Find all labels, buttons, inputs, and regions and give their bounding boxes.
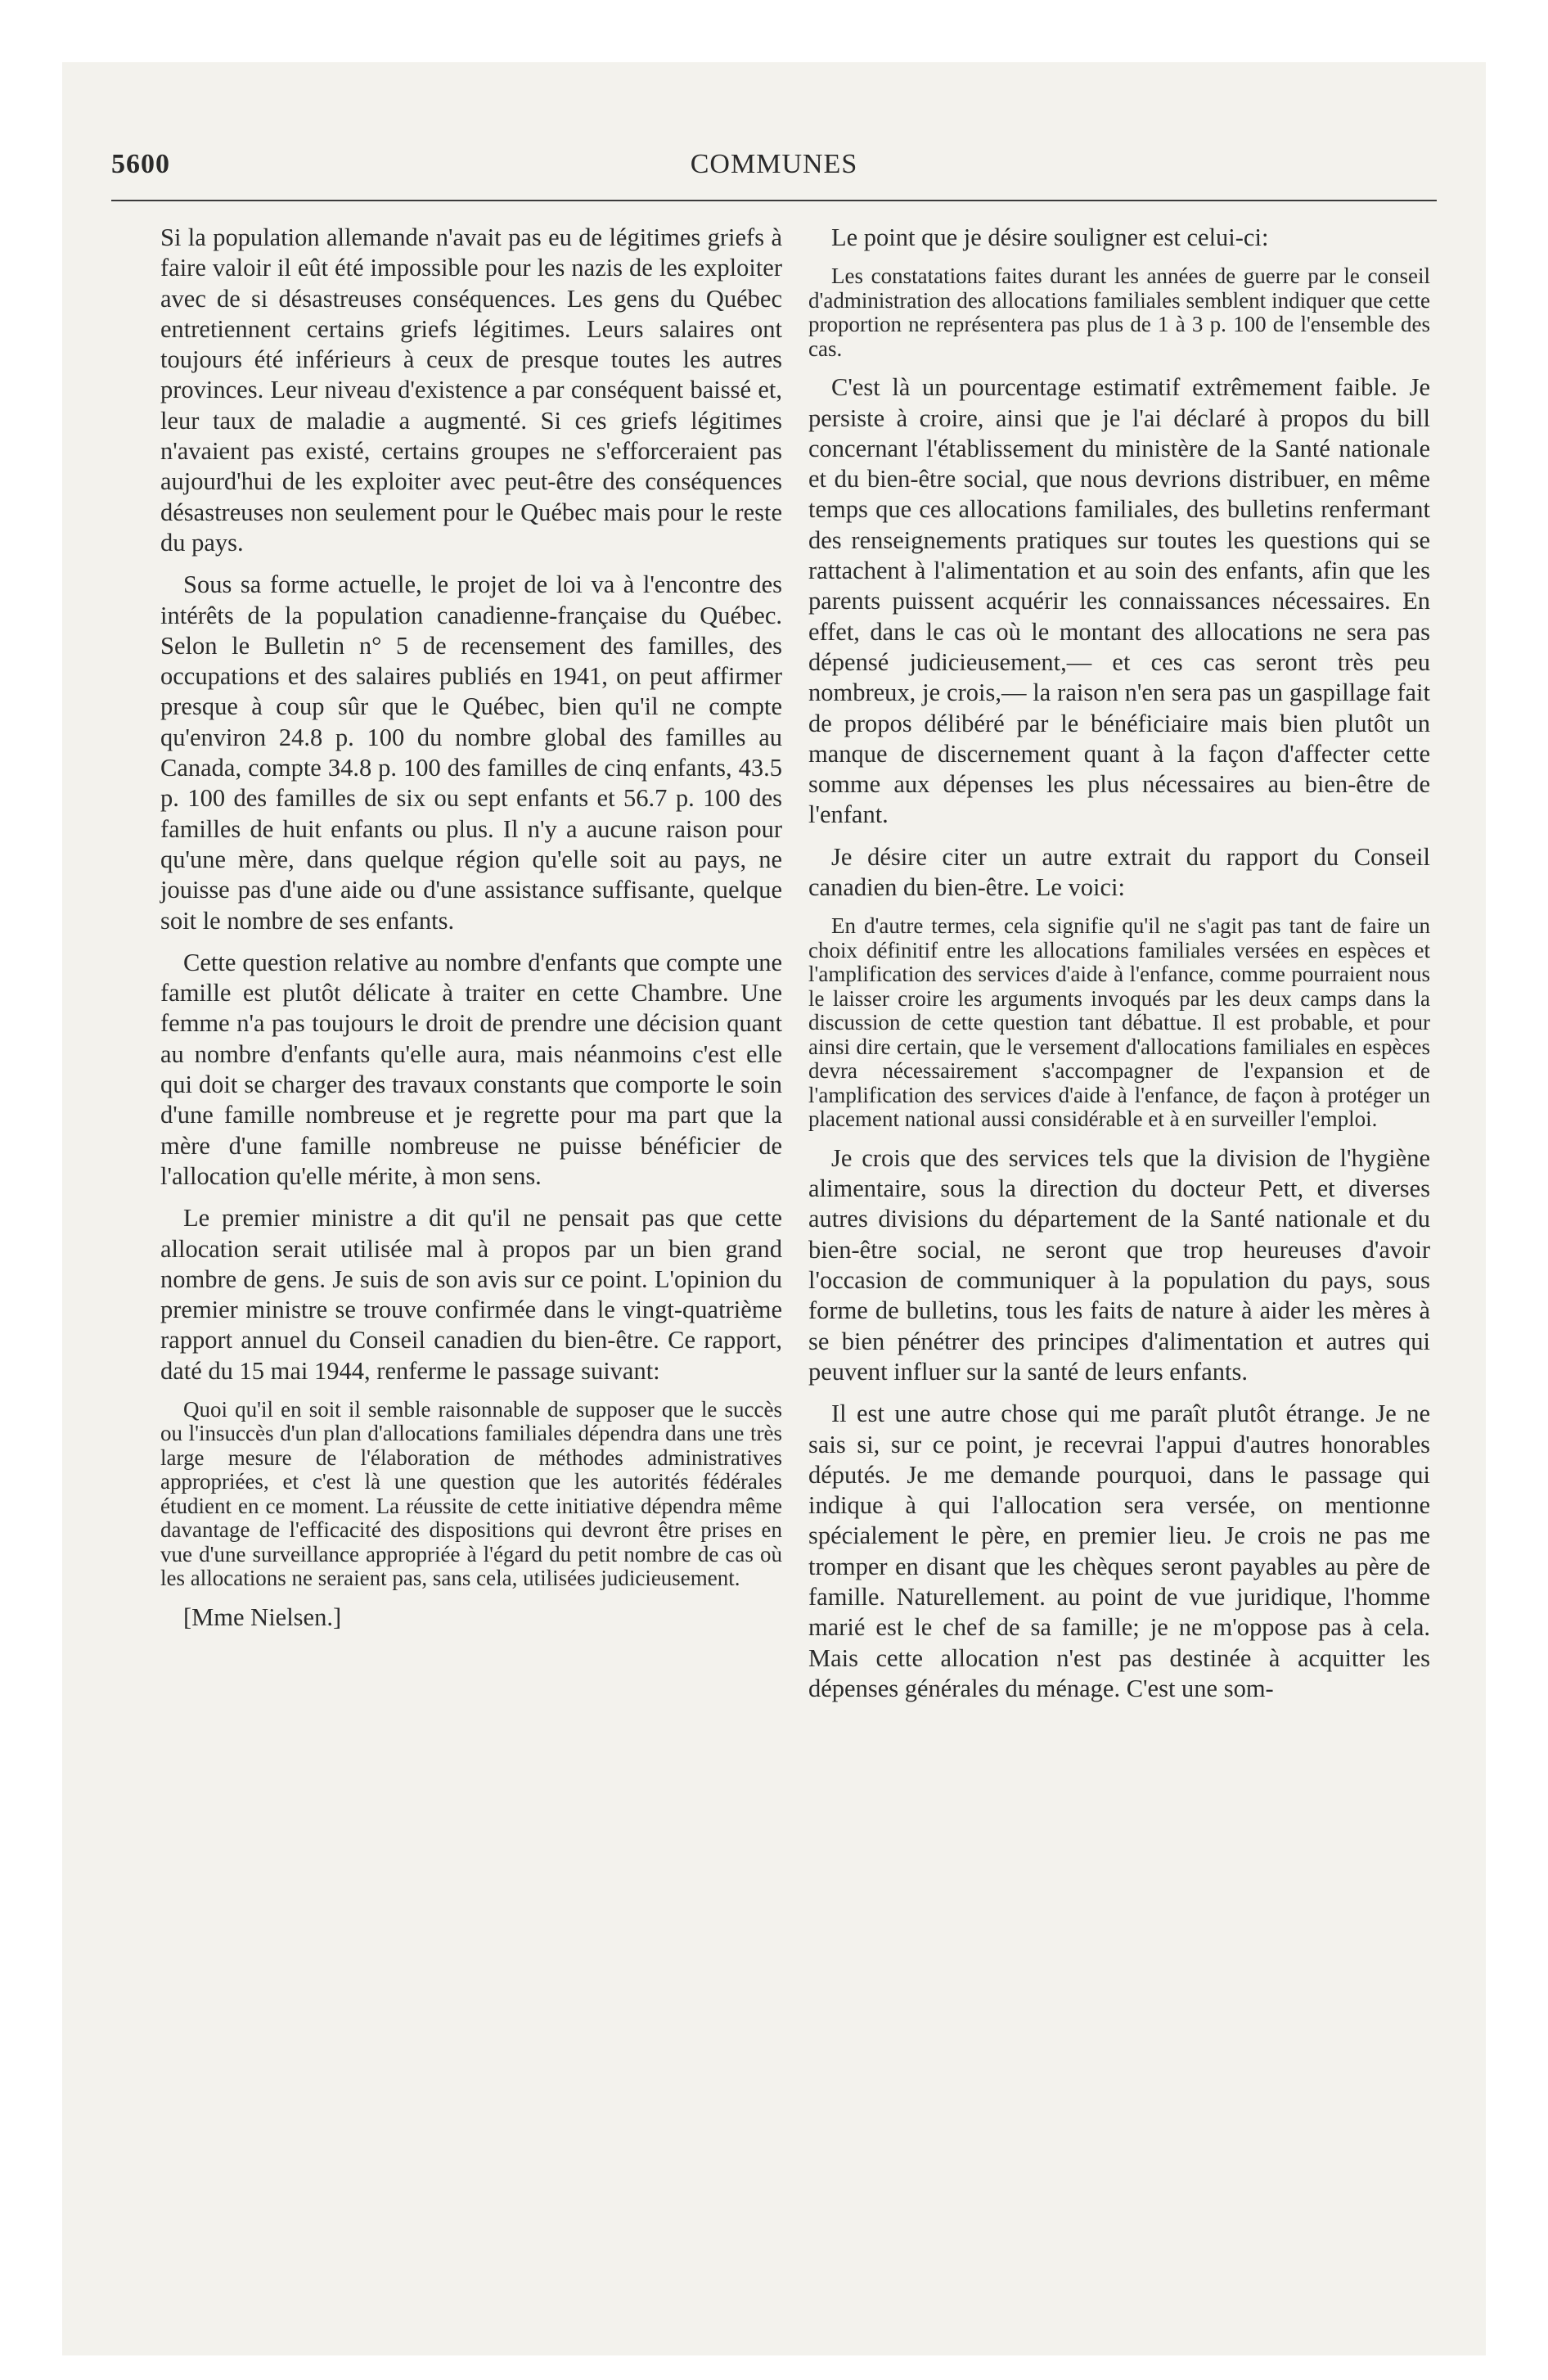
paragraph: Cette question relative au nombre d'enfants que compte une famille est plutôt délicate à traiter en cette Chambre. Une femme n'a pas toujours le droit de prendre une décision quant au nombre d'enfants qu'elle aura, mais néanmoins c'est elle qui doit se charger des travaux constants que comporte le soin d'une famille nombreuse et je regrette pour ma part que la mère d'une famille nombreuse ne puisse bénéficier de l'allocation qu'elle mérite, à mon sens. <box>160 948 782 1190</box>
left-column <box>160 223 782 1644</box>
quotation: Les constatations faites durant les années de guerre par le conseil d'administration des allocations familiales semblent indiquer que cette proportion ne représentera pas plus de 1 à 3 p. 100 de l'ensemble des cas. <box>808 264 1430 361</box>
running-head: COMMUNES <box>690 149 858 179</box>
quotation: En d'autre termes, cela signifie qu'il ne s'agit pas tant de faire un choix définitif entre les allocations familiales versées en espèces et l'amplification des services d'aide à l'enfance, comme pourraient nous le laisser croire les arguments invoqués par les deux camps dans la discussion de cette question tant débattue. Il est probable, et pour ainsi dire certain, que le versement d'allocations familiales en espèces devra nécessairement s'accompagner de l'expansion et de l'amplification des services d'aide à l'enfance, de façon à protéger un placement national aussi considérable et à en surveiller l'emploi. <box>808 913 1430 1132</box>
right-column <box>808 223 1430 1715</box>
page-header <box>111 149 1437 195</box>
quotation: Quoi qu'il en soit il semble raisonnable de supposer que le succès ou l'insuccès d'un plan d'allocations familiales dépendra dans une très large mesure de l'élaboration de méthodes administratives appropriées, et c'est là une question que les autorités fédérales étudient en ce moment. La réussite de cette initiative dépendra même davantage de l'efficacité des dispositions qui devront être prises en vue d'une surveillance appropriée à l'égard du petit nombre de cas où les allocations ne seraient pas, sans cela, utilisées judicieusement. <box>160 1396 782 1591</box>
paragraph: Sous sa forme actuelle, le projet de loi va à l'encontre des intérêts de la population canadienne-française du Québec. Selon le Bulletin n° 5 de recensement des familles, des occupations et des salaires publiés en 1941, on peut affirmer presque à coup sûr que le Québec, bien qu'il ne compte qu'environ 24.8 p. 100 du nombre global des familles au Canada, compte 34.8 p. 100 des familles de cinq enfants, 43.5 p. 100 des familles de six ou sept enfants et 56.7 p. 100 des familles de huit enfants ou plus. Il n'y a aucune raison pour qu'une mère, dans quelque région qu'elle soit au pays, ne jouisse pas d'une aide ou d'une assistance suffisante, quelque soit le nombre de ses enfants. <box>160 570 782 935</box>
paragraph: Le point que je désire souligner est celui-ci: <box>831 223 1269 251</box>
page-number: 5600 <box>111 149 170 179</box>
paragraph: Je crois que des services tels que la division de l'hygiène alimentaire, sous la direction du docteur Pett, et diverses autres divisions du département de la Santé nationale et du bien-être social, ne seront que trop heureuses d'avoir l'occasion de communiquer à la population du pays, sous forme de bulletins, tous les faits de nature à aider les mères à se bien pénétrer des principes d'alimentation et autres qui peuvent influer sur la santé de leurs enfants. <box>808 1143 1430 1386</box>
paragraph: Je désire citer un autre extrait du rapport du Conseil canadien du bien-être. Le voici: <box>808 842 1430 902</box>
paragraph: C'est là un pourcentage estimatif extrêmement faible. Je persiste à croire, ainsi que je l'ai déclaré à propos du bill concernant l'établissement du ministère de la Santé nationale et du bien-être social, que nous devrions distribuer, en même temps que ces allocations familiales, des bulletins renfermant des renseignements pratiques sur toutes les questions qui se rattachent à l'alimentation et au soin des enfants, afin que les parents puissent acquérir les connaissances nécessaires. En effet, dans le cas où le montant des allocations ne sera pas dépensé judicieusement,— et ces cas seront très peu nombreux, je crois,— la raison n'en sera pas un gaspillage fait de propos délibéré par le bénéficiaire mais bien plutôt un manque de discernement quant à la façon d'affecter cette somme aux dépenses les plus nécessaires au bien-être de l'enfant. <box>808 373 1430 829</box>
paragraph: Si la population allemande n'avait pas eu de légitimes griefs à faire valoir il eût été impossible pour les nazis de les exploiter avec de si désastreuses conséquences. Les gens du Québec entretiennent certains griefs légitimes. Leurs salaires ont toujours été inférieurs à ceux de presque toutes les autres provinces. Leur niveau d'existence a par conséquent baissé et, leur taux de maladie a augmenté. Si ces griefs légitimes n'avaient pas existé, certains groupes ne s'efforceraient pas aujourd'hui de les exploiter avec peut-être des conséquences désastreuses non seulement pour le Québec mais pour le reste du pays. <box>160 223 782 557</box>
paragraph: Le premier ministre a dit qu'il ne pensait pas que cette allocation serait utilisée mal à propos par un bien grand nombre de gens. Je suis de son avis sur ce point. L'opinion du premier ministre se trouve confirmée dans le vingt-quatrième rapport annuel du Conseil canadien du bien-être. Ce rapport, daté du 15 mai 1944, renferme le passage suivant: <box>160 1204 782 1385</box>
speaker-attribution: [Mme Nielsen.] <box>183 1602 342 1631</box>
paragraph: Il est une autre chose qui me paraît plutôt étrange. Je ne sais si, sur ce point, je recevrai l'appui d'autres honorables députés. Je me demande pourquoi, dans le passage qui indique à qui l'allocation sera versée, on mentionne spécialement le père, en premier lieu. Je crois ne pas me tromper en disant que les chèques seront payables au père de famille. Naturellement. au point de vue juridique, l'homme marié est le chef de sa famille; je ne m'oppose pas à cela. Mais cette allocation n'est pas destinée à acquitter les dépenses générales du ménage. C'est une som- <box>808 1400 1430 1702</box>
header-rule <box>111 200 1437 201</box>
